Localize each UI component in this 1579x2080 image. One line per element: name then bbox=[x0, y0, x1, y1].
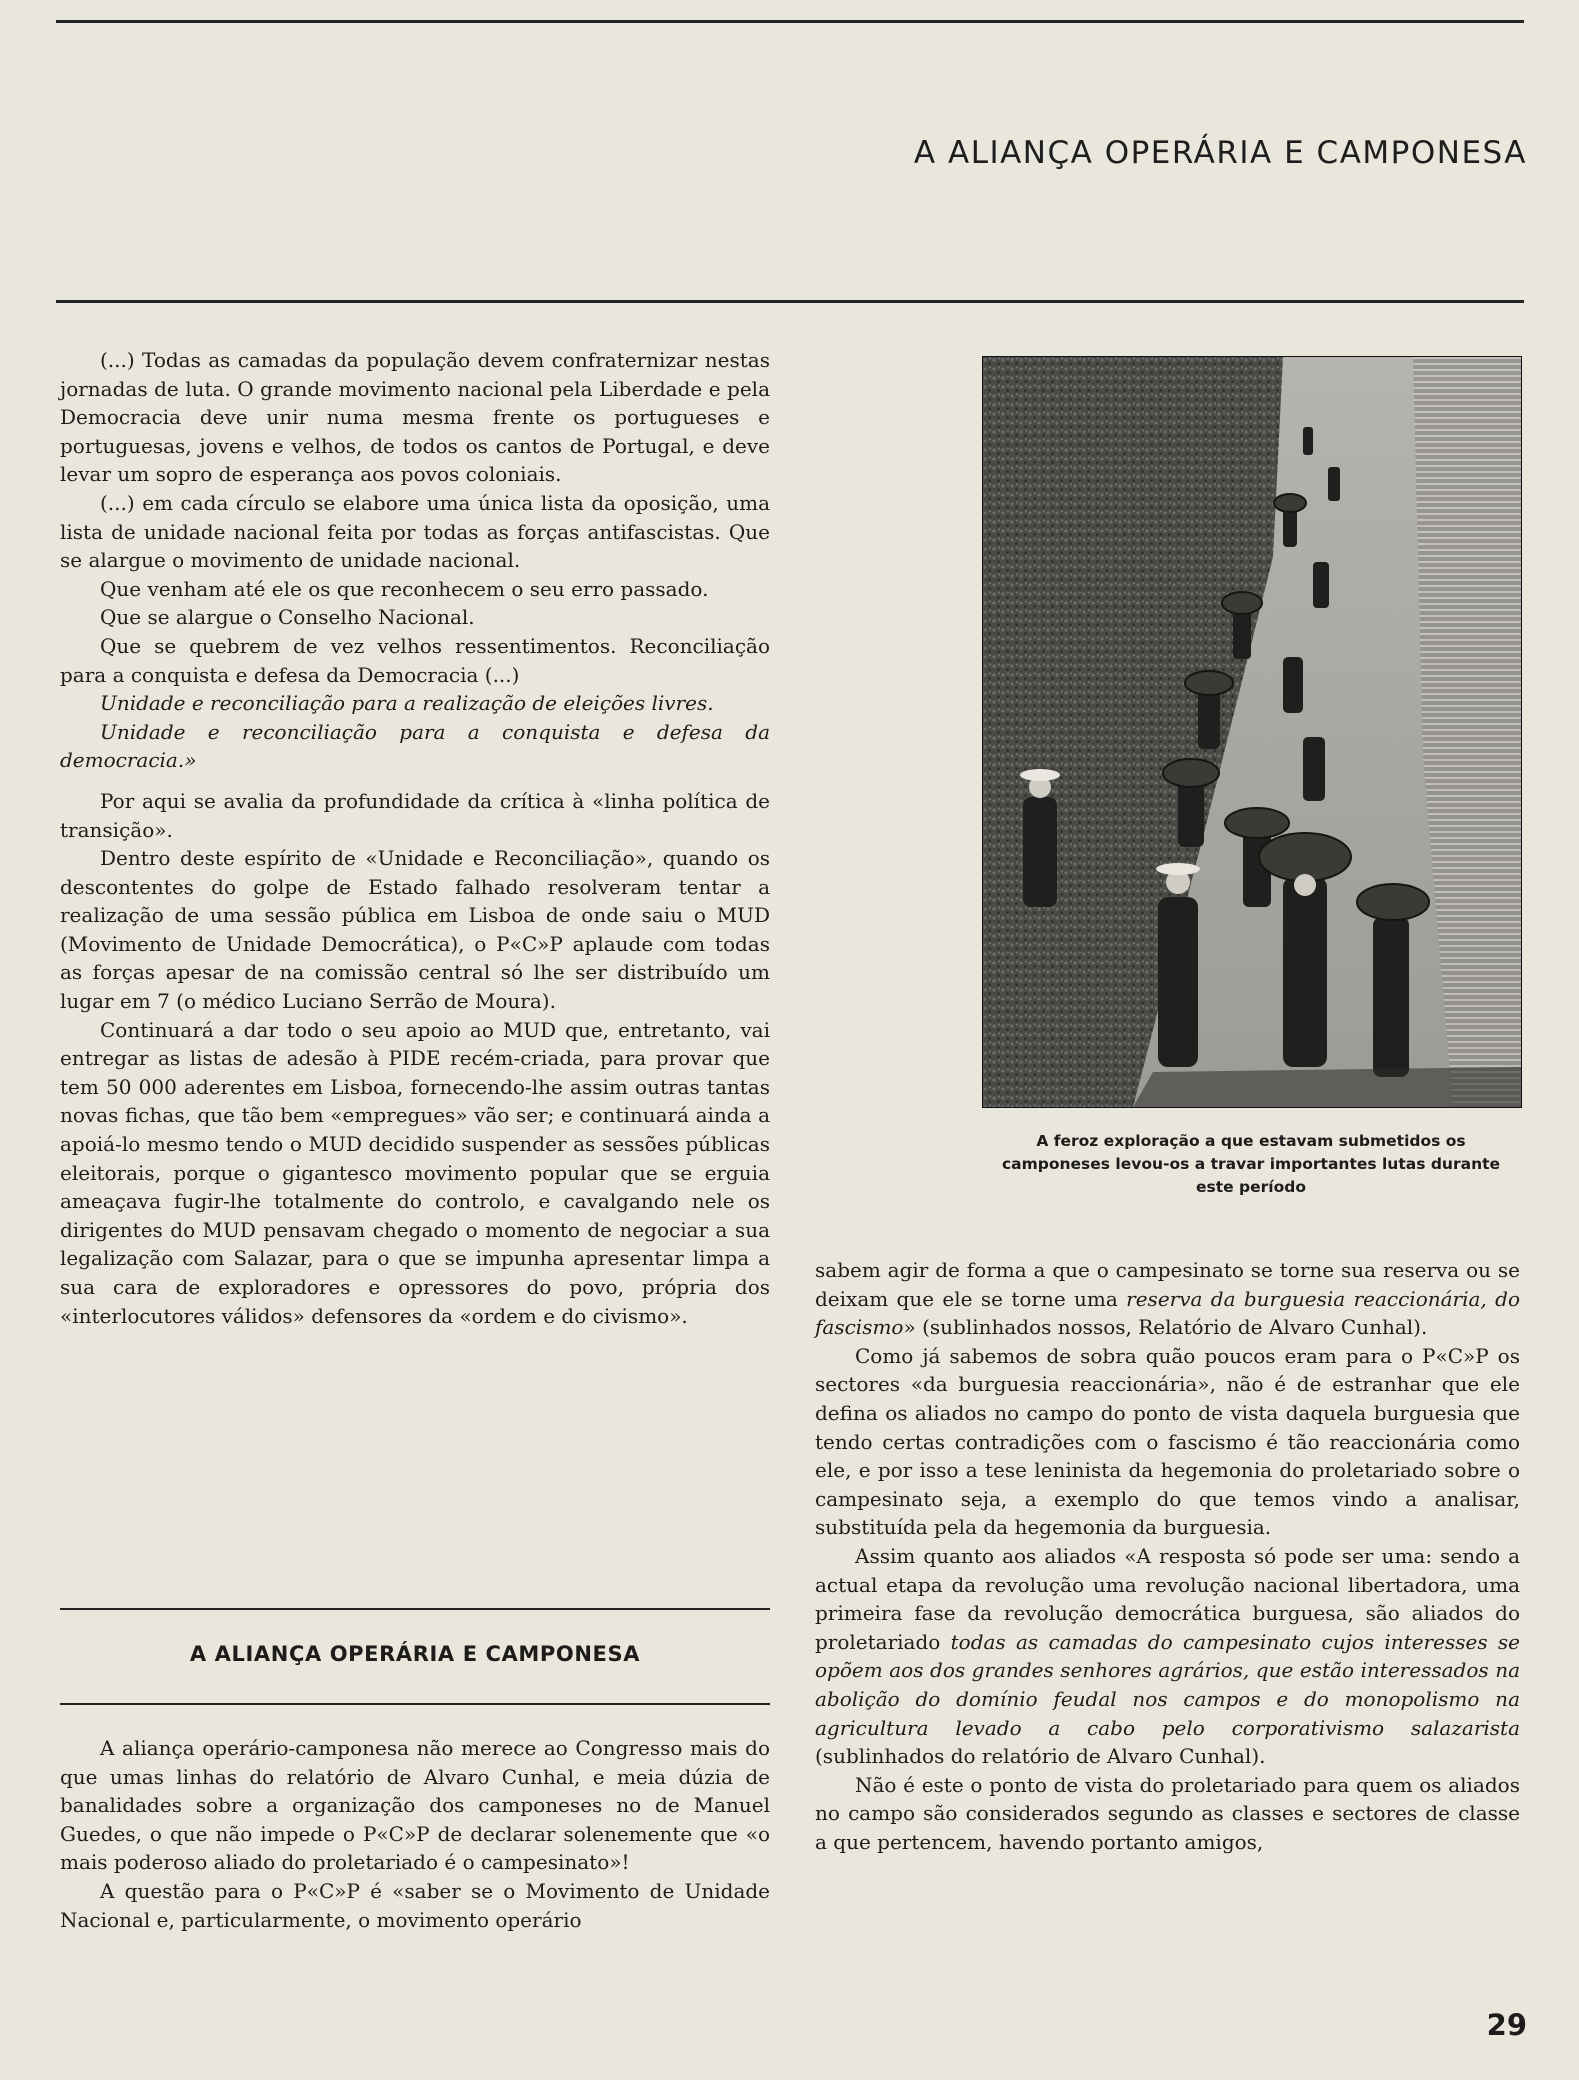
paragraph: Que venham até ele os que reconhecem o seu erro passado. bbox=[100, 576, 709, 601]
section-rule-top bbox=[60, 1608, 770, 1610]
paragraph: (...) Todas as camadas da população devem confraternizar nestas jornadas de luta. O grande movimento nacional pela Liberdade e pela Democracia deve unir numa mesma frente os portugueses e portuguesas, jovens e velhos, de todos os cantos de Portugal, e deve levar um sopro de esperança aos povos coloniais. bbox=[60, 348, 770, 487]
paragraph: A aliança operário-camponesa não merece ao Congresso mais do que umas linhas do relatório de Alvaro Cunhal, e meia dúzia de banalidades sobre a organização dos camponeses no de Manuel Guedes, o que não impede o P«C»P de declarar solenemente que «o mais poderoso aliado do proletariado é o campesinato»! bbox=[60, 1736, 770, 1875]
section-rule-bottom bbox=[60, 1703, 770, 1705]
paragraph: Unidade e reconciliação para a realização de eleições livres. bbox=[100, 691, 714, 716]
photo-image bbox=[983, 357, 1521, 1107]
paragraph: Que se quebrem de vez velhos ressentimentos. Reconciliação para a conquista e defesa da Democracia (...) bbox=[60, 633, 770, 687]
paragraph: (...) em cada círculo se elabore uma única lista da oposição, uma lista de unidade nacional feita por todas as forças antifascistas. Que se alargue o movimento de unidade nacional. bbox=[60, 490, 770, 573]
paragraph: Que se alargue o Conselho Nacional. bbox=[100, 605, 475, 630]
paragraph: Dentro deste espírito de «Unidade e Reconciliação», quando os descontentes do golpe de Estado falhado resolveram tentar a realização de uma sessão pública em Lisboa de onde saiu o MUD (Movimento de Unidade Democrática), o P«C»P aplaude com todas as forças apesar de na comissão central só lhe ser distribuído um lugar em 7 (o médico Luciano Serrão de Moura). bbox=[60, 846, 770, 1014]
right-column bbox=[815, 1256, 1520, 1856]
header-rule bbox=[56, 300, 1524, 303]
paragraph: A questão para o P«C»P é «saber se o Movimento de Unidade Nacional e, particularmente, o movimento operário bbox=[60, 1878, 770, 1932]
page-header-title: A ALIANÇA OPERÁRIA E CAMPONESA bbox=[913, 135, 1527, 171]
left-column-section bbox=[60, 1734, 770, 1934]
paragraph: Não é este o ponto de vista do proletariado para quem os aliados no campo são considerados segundo as classes e sectores de classe a que pertencem, havendo portanto amigos, bbox=[815, 1772, 1520, 1854]
paragraph: sabem agir de forma a que o campesinato se torne sua reserva ou se deixam que ele se torne uma reserva da burguesia reaccionária, do fascismo» (sublinhados nossos, Relatório de Alvaro Cunhal). bbox=[815, 1258, 1520, 1340]
left-column bbox=[60, 346, 770, 1330]
paragraph: Por aqui se avalia da profundidade da crítica à «linha política de transição». bbox=[60, 788, 770, 842]
peasants-photo bbox=[982, 356, 1522, 1108]
section-title: A ALIANÇA OPERÁRIA E CAMPONESA bbox=[189, 1642, 641, 1666]
paragraph: Assim quanto aos aliados «A resposta só pode ser uma: sendo a actual etapa da revolução uma revolução nacional libertadora, uma primeira fase da revolução democrática burguesa, são aliados do proletariado todas as camadas do campesinato cujos interesses se opõem aos dos grandes senhores agrários, que estão interessados na abolição do domínio feudal nos campos e do monopolismo na agricultura levado a cabo pelo corporativismo salazarista (sublinhados do relatório de Alvaro Cunhal). bbox=[815, 1543, 1520, 1769]
top-rule bbox=[56, 20, 1524, 23]
paragraph: Como já sabemos de sobra quão poucos eram para o P«C»P os sectores «da burguesia reaccionária», não é de estranhar que ele defina os aliados no campo do ponto de vista daquela burguesia que tendo certas contradições com o fascismo é tão reaccionária como ele, e por isso a tese leninista da hegemonia do proletariado sobre o campesinato seja, a exemplo do que temos vindo a analisar, substituída pela da hegemonia da burguesia. bbox=[815, 1343, 1520, 1540]
paragraph: Unidade e reconciliação para a conquista e defesa da democracia.» bbox=[60, 719, 770, 773]
page-number: 29 bbox=[1486, 2008, 1527, 2042]
paragraph: Continuará a dar todo o seu apoio ao MUD que, entretanto, vai entregar as listas de adesão à PIDE recém-criada, para provar que tem 50 000 aderentes em Lisboa, fornecendo-lhe assim outras tantas novas fichas, que tão bem «empregues» vão ser; e continuará ainda a apoiá-lo mesmo tendo o MUD decidido suspender as sessões públicas eleitorais, porque o gigantesco movimento popular que se erguia ameaçava fugir-lhe totalmente do controlo, e cavalgando nele os dirigentes do MUD pensavam chegado o momento de negociar a sua legalização com Salazar, para o que se impunha apresentar limpa a sua cara de exploradores e opressores do povo, própria dos «interlocutores válidos» defensores da «ordem e do civismo». bbox=[60, 1017, 770, 1328]
photo-caption: A feroz exploração a que estavam submetidos os camponeses levou-os a travar importantes lutas durante este período bbox=[1001, 1132, 1501, 1196]
